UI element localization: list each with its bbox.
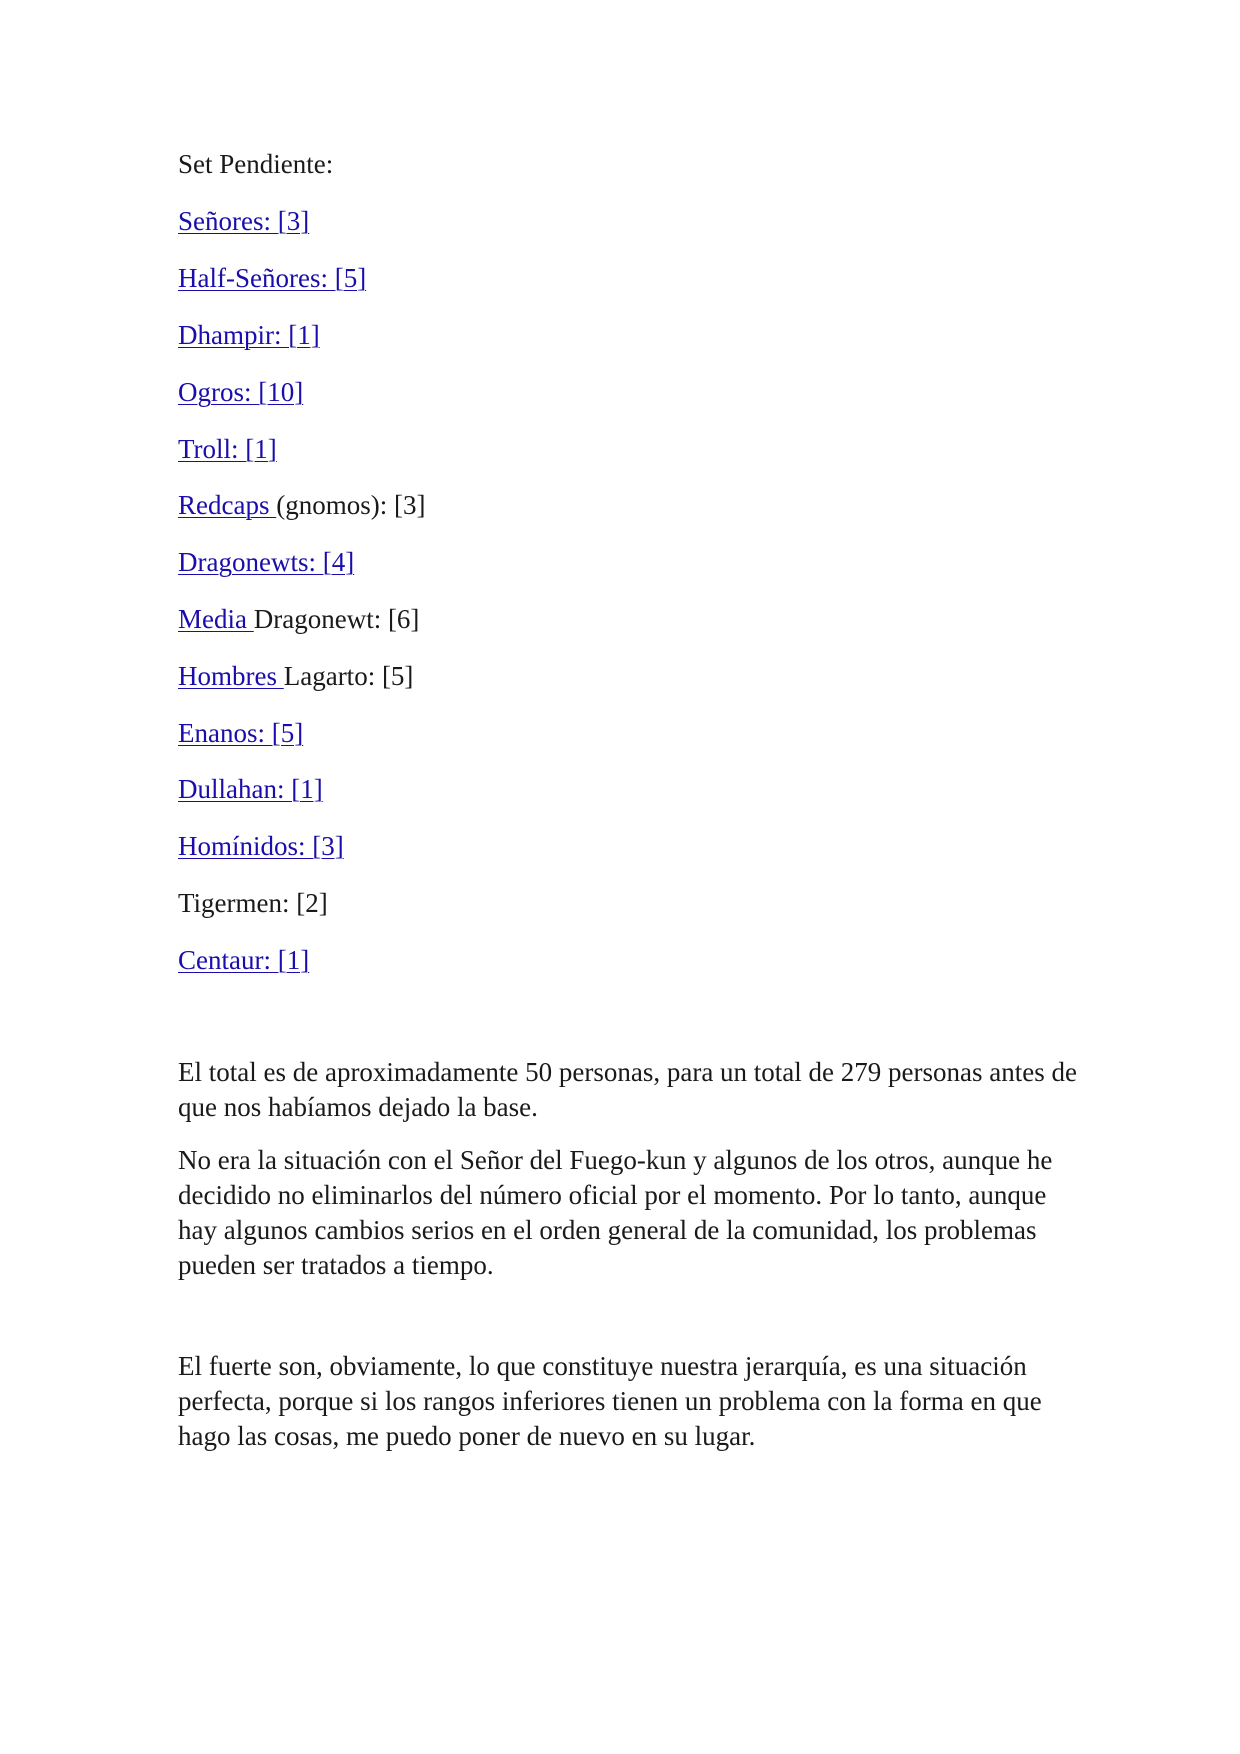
list-item bbox=[178, 432, 277, 466]
species-link[interactable]: Dhampir: [1] bbox=[178, 320, 320, 350]
species-text: Tigermen: [2] bbox=[178, 888, 328, 918]
list-item bbox=[178, 716, 303, 750]
hierarchy-paragraph: El fuerte son, obviamente, lo que constituye nuestra jerarquía, es una situación perfecta, porque si los rangos inferiores tienen un problema con la forma en que hago las cosas, me puedo poner de nuevo en su lugar. bbox=[178, 1351, 1042, 1451]
list-item bbox=[178, 375, 303, 409]
species-link[interactable]: Centaur: [1] bbox=[178, 945, 310, 975]
species-link[interactable]: Half-Señores: [5] bbox=[178, 263, 367, 293]
list-item bbox=[178, 488, 425, 522]
species-link[interactable]: Dullahan: [1] bbox=[178, 774, 323, 804]
species-text: (gnomos): [3] bbox=[276, 490, 426, 520]
list-item bbox=[178, 204, 309, 238]
summary-paragraph: El total es de aproximadamente 50 personas, para un total de 279 personas antes de que nos habíamos dejado la base. bbox=[178, 1057, 1077, 1122]
section-heading: Set Pendiente: bbox=[178, 149, 334, 179]
species-link[interactable]: Hombres bbox=[178, 661, 284, 691]
list-item bbox=[178, 772, 323, 806]
list-item bbox=[178, 602, 419, 636]
species-link[interactable]: Redcaps bbox=[178, 490, 277, 520]
species-link[interactable]: Señores: [3] bbox=[178, 206, 310, 236]
situation-paragraph: No era la situación con el Señor del Fuego-kun y algunos de los otros, aunque he decidido no eliminarlos del número oficial por el momento. Por lo tanto, aunque hay algunos cambios serios en el orden general de la comunidad, los problemas pueden ser tratados a tiempo. bbox=[178, 1145, 1053, 1280]
list-item bbox=[178, 318, 320, 352]
list-item bbox=[178, 829, 344, 863]
list-item bbox=[178, 545, 354, 579]
species-link[interactable]: Media bbox=[178, 604, 254, 634]
list-item bbox=[178, 886, 328, 920]
species-link[interactable]: Ogros: [10] bbox=[178, 377, 304, 407]
species-link[interactable]: Enanos: [5] bbox=[178, 718, 304, 748]
species-link[interactable]: Troll: [1] bbox=[178, 434, 277, 464]
list-item bbox=[178, 659, 413, 693]
species-link[interactable]: Dragonewts: [4] bbox=[178, 547, 355, 577]
species-link[interactable]: Homínidos: [3] bbox=[178, 831, 344, 861]
list-item bbox=[178, 943, 309, 977]
list-item bbox=[178, 261, 366, 295]
species-text: Lagarto: [5] bbox=[283, 661, 414, 691]
species-text: Dragonewt: [6] bbox=[253, 604, 420, 634]
